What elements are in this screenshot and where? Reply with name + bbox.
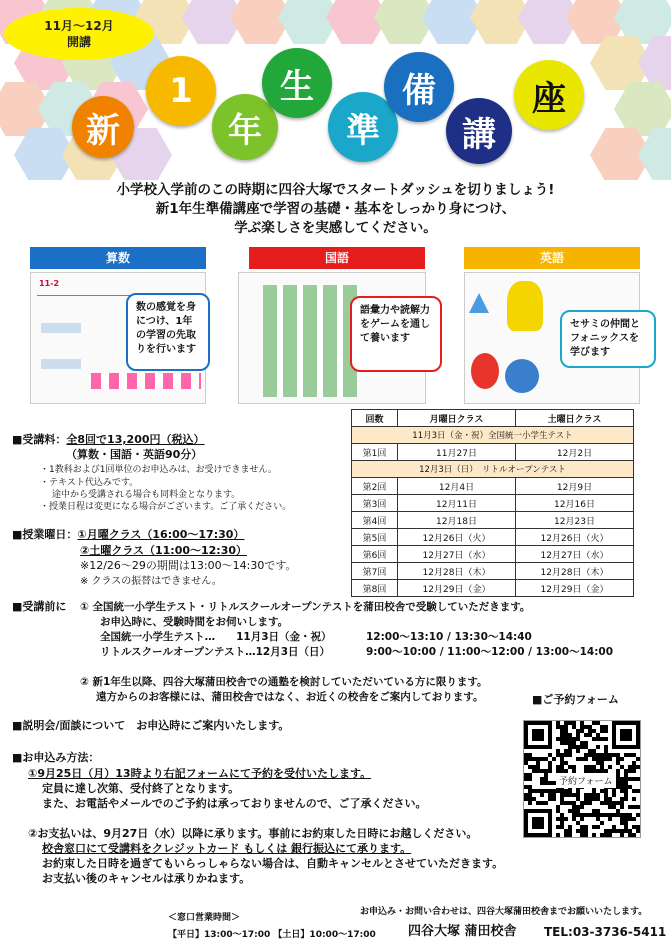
test-2-name: リトルスクールオープンテスト…12月3日（日） (100, 646, 331, 658)
fee-amount: 全8回で13,200円（税込） (66, 433, 205, 446)
schedule-cell: 第2回 (352, 478, 398, 495)
apply-line-6: お約束した日時を過ぎてもいらっしゃらない場合は、自動キャンセルとさせていただきます。 (42, 857, 504, 870)
fee-note-4: ・授業日程は変更になる場合がございます。ご了承ください。 (40, 502, 292, 512)
schedule-cell: 12月23日 (516, 512, 634, 529)
days-note-2: ※ クラスの振替はできません。 (80, 576, 222, 587)
subject-math-header: 算数 (30, 247, 206, 269)
schedule-header-row (352, 410, 634, 427)
title-char-circle: 生 (262, 48, 332, 118)
schedule-header-cell: 回数 (352, 410, 398, 427)
period-text: 11月〜12月 (44, 19, 114, 33)
reservation-qr-code[interactable] (523, 720, 641, 838)
saturday-class: ②土曜クラス（11:00〜12:30） (80, 544, 248, 557)
fee-note-1: ・1教科および1回単位のお申込みは、お受けできません。 (40, 465, 277, 475)
intro-line-3: 学ぶ楽しさを実感してください。 (234, 220, 437, 236)
fee-label: ■受講料： (12, 433, 67, 446)
schedule-row (352, 495, 634, 512)
apply-line-4: ②お支払いは、9月27日（水）以降に承ります。事前にお約束した日時にお越しください。 (28, 827, 478, 840)
schedule-cell: 第6回 (352, 546, 398, 563)
intro-line-2: 新1年生準備講座で学習の基礎・基本をしっかり身につけ、 (155, 201, 516, 217)
reserve-form-label: ■ご予約フォーム (532, 693, 619, 706)
explain-line: ■説明会/面談について お申込時にご案内いたします。 (12, 719, 290, 732)
schedule-cell: 12月2日 (516, 444, 634, 461)
schedule-cell: 第7回 (352, 563, 398, 580)
days-note-1: ※12/26〜29の期間は13:00〜14:30です。 (80, 559, 297, 572)
test-2-times: 9:00〜10:00 / 11:00〜12:00 / 13:00〜14:00 (366, 646, 614, 658)
schedule-row (352, 580, 634, 597)
math-worksheet-image: 11-2 (30, 272, 206, 404)
school-name: 四谷大塚 蒲田校舎 (408, 924, 517, 939)
schedule-table (351, 409, 634, 597)
math-description-bubble: 数の感覚を身につけ、1年の学習の先取りを行います (126, 293, 210, 371)
schedule-note-row (352, 427, 634, 444)
schedule-header-cell: 月曜日クラス (398, 410, 516, 427)
period-open-text: 開講 (66, 35, 91, 49)
title-char-circle: 備 (384, 52, 454, 122)
schedule-row (352, 563, 634, 580)
schedule-cell: 12月27日（水） (398, 546, 516, 563)
subject-english-header: 英語 (464, 247, 640, 269)
test-1-times: 12:00〜13:10 / 13:30〜14:40 (366, 631, 532, 643)
english-description-bubble: セサミの仲間とフォニックスを学びます (560, 310, 656, 368)
before-item-2: ② 新1年生以降、四谷大塚蒲田校舎での通塾を検討していただいている方に限ります。 (80, 676, 488, 688)
schedule-cell: 12月18日 (398, 512, 516, 529)
schedule-cell: 12月27日（水） (516, 546, 634, 563)
schedule-header-cell: 土曜日クラス (516, 410, 634, 427)
schedule-cell: 第8回 (352, 580, 398, 597)
subject-japanese-header: 国語 (249, 247, 425, 269)
schedule-cell: 第4回 (352, 512, 398, 529)
title-char-circle: 1 (146, 56, 216, 126)
apply-line-3: また、お電話やメールでのご予約は承っておりませんので、ご了承ください。 (42, 797, 427, 810)
test-1-name: 全国統一小学生テスト… 11月3日（金・祝） (100, 631, 332, 643)
before-item-1b: お申込時に、受験時間をお伺いします。 (100, 616, 289, 628)
period-badge (4, 8, 154, 60)
schedule-cell: 第1回 (352, 444, 398, 461)
apply-line-7: お支払い後のキャンセルは承りかねます。 (42, 872, 251, 885)
contact-note: お申込み・お問い合わせは、四谷大塚蒲田校舎までお願いいたします。 (360, 907, 648, 917)
schedule-cell: 12月29日（金） (398, 580, 516, 597)
title-char-circle: 準 (328, 92, 398, 162)
schedule-cell: 12月28日（木） (516, 563, 634, 580)
monday-class: ①月曜クラス（16:00〜17:30） (77, 528, 245, 541)
before-item-2b: 遠方からのお客様には、蒲田校舎ではなく、お近くの校舎をご案内しております。 (96, 691, 484, 703)
office-hours: 【平日】13:00〜17:00 【土日】10:00〜17:00 (168, 930, 376, 940)
fee-note-2: ・テキスト代込みです。 (40, 478, 139, 488)
title-char-circle: 年 (212, 94, 278, 160)
schedule-row (352, 512, 634, 529)
qr-caption: 予約フォーム (556, 773, 616, 788)
schedule-cell: 12月26日（火） (398, 529, 516, 546)
hex-tile (614, 82, 671, 136)
schedule-row (352, 546, 634, 563)
fee-note-3: 途中から受講される場合も同料金となります。 (52, 490, 241, 500)
apply-line-1: ①9月25日（月）13時より右記フォームにて予約を受付いたします。 (28, 767, 372, 780)
schedule-cell: 12月26日（火） (516, 529, 634, 546)
schedule-cell: 12月11日 (398, 495, 516, 512)
title-char-circle: 座 (514, 60, 584, 130)
schedule-cell: 11月27日 (398, 444, 516, 461)
schedule-cell: 12月28日（木） (398, 563, 516, 580)
schedule-note: 11月3日（金・祝）全国統一小学生テスト (352, 427, 634, 444)
fee-section (12, 433, 205, 447)
schedule-row (352, 444, 634, 461)
japanese-description-bubble: 語彙力や読解力をゲームを通して養います (350, 296, 442, 372)
title-char-circle: 講 (446, 98, 512, 164)
schedule-note-row (352, 461, 634, 478)
apply-label: ■お申込み方法： (12, 751, 100, 764)
schedule-row (352, 529, 634, 546)
schedule-cell: 第5回 (352, 529, 398, 546)
schedule-row (352, 478, 634, 495)
schedule-cell: 第3回 (352, 495, 398, 512)
schedule-cell: 12月16日 (516, 495, 634, 512)
before-label: ■受講前に (12, 600, 67, 613)
hours-title: ＜窓口営業時間＞ (168, 913, 241, 923)
apply-line-5: 校舎窓口にて受講料をクレジットカード もしくは 銀行振込にて承ります。 (42, 842, 412, 855)
schedule-cell: 12月4日 (398, 478, 516, 495)
days-label: ■授業曜日： (12, 528, 78, 541)
phone-number: TEL:03-3736-5411 (544, 925, 667, 939)
apply-line-2: 定員に達し次第、受付終了となります。 (42, 782, 240, 795)
days-section (12, 528, 244, 542)
title-char-circle: 新 (72, 96, 134, 158)
schedule-cell: 12月29日（金） (516, 580, 634, 597)
intro-line-1: 小学校入学前のこの時期に四谷大塚でスタートダッシュを切りましょう! (116, 182, 555, 198)
fee-subjects: （算数・国語・英語90分） (66, 448, 203, 461)
schedule-cell: 12月9日 (516, 478, 634, 495)
schedule-note: 12月3日（日） リトルオープンテスト (352, 461, 634, 478)
hex-tile (638, 36, 671, 90)
before-item-1: ① 全国統一小学生テスト・リトルスクールオープンテストを蒲田校舎で受験していただきます。 (80, 601, 531, 613)
